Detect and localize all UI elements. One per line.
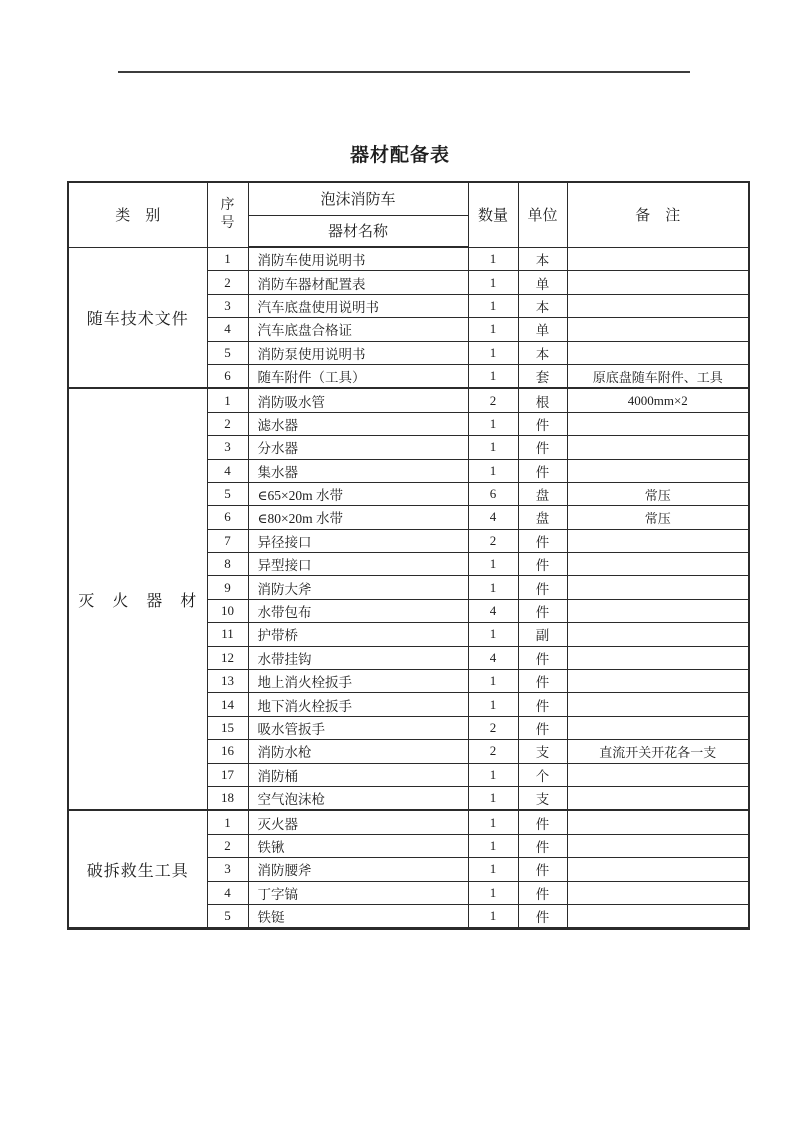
serial-cell: 4 <box>207 459 248 482</box>
equipment-name-cell: 铁铤 <box>248 904 468 928</box>
equipment-name-cell: 水带包布 <box>248 599 468 622</box>
remark-cell <box>567 834 749 857</box>
unit-cell: 盘 <box>518 482 567 505</box>
unit-cell: 件 <box>518 436 567 459</box>
equipment-name-cell: 消防车使用说明书 <box>248 247 468 271</box>
equipment-name-cell: 铁锹 <box>248 834 468 857</box>
unit-cell: 件 <box>518 459 567 482</box>
quantity-cell: 1 <box>468 364 518 388</box>
unit-cell: 件 <box>518 599 567 622</box>
remark-cell <box>567 599 749 622</box>
equipment-name-cell: 护带桥 <box>248 623 468 646</box>
header-remarks: 备 注 <box>567 182 749 247</box>
serial-cell: 1 <box>207 388 248 412</box>
equipment-name-cell: 消防桶 <box>248 763 468 786</box>
quantity-cell: 1 <box>468 294 518 317</box>
unit-cell: 件 <box>518 881 567 904</box>
equipment-name-cell: ∈80×20m 水带 <box>248 506 468 529</box>
quantity-cell: 4 <box>468 646 518 669</box>
header-row-top <box>68 182 749 215</box>
table-row <box>68 388 749 412</box>
quantity-cell: 1 <box>468 553 518 576</box>
unit-cell: 个 <box>518 763 567 786</box>
serial-cell: 2 <box>207 834 248 857</box>
remark-cell <box>567 670 749 693</box>
serial-cell: 9 <box>207 576 248 599</box>
remark-cell <box>567 904 749 928</box>
header-serial-top: 序 <box>220 198 235 214</box>
unit-cell: 套 <box>518 364 567 388</box>
unit-cell: 件 <box>518 904 567 928</box>
quantity-cell: 1 <box>468 412 518 435</box>
header-unit: 单位 <box>518 182 567 247</box>
equipment-name-cell: 随车附件（工具） <box>248 364 468 388</box>
quantity-cell: 1 <box>468 810 518 834</box>
equipment-name-cell: 灭火器 <box>248 810 468 834</box>
equipment-name-cell: 水带挂钩 <box>248 646 468 669</box>
quantity-cell: 1 <box>468 670 518 693</box>
remark-cell <box>567 646 749 669</box>
serial-cell: 13 <box>207 670 248 693</box>
serial-cell: 1 <box>207 810 248 834</box>
quantity-cell: 2 <box>468 388 518 412</box>
serial-cell: 17 <box>207 763 248 786</box>
unit-cell: 件 <box>518 810 567 834</box>
remark-cell <box>567 459 749 482</box>
unit-cell: 单 <box>518 318 567 341</box>
remark-cell: 常压 <box>567 506 749 529</box>
remark-cell <box>567 412 749 435</box>
equipment-name-cell: 汽车底盘使用说明书 <box>248 294 468 317</box>
equipment-name-cell: 异型接口 <box>248 553 468 576</box>
serial-cell: 3 <box>207 294 248 317</box>
remark-cell <box>567 763 749 786</box>
equipment-name-cell: 丁字镐 <box>248 881 468 904</box>
remark-cell <box>567 341 749 364</box>
serial-cell: 8 <box>207 553 248 576</box>
serial-cell: 5 <box>207 904 248 928</box>
serial-cell: 1 <box>207 247 248 271</box>
header-serial-bottom: 号 <box>220 215 235 231</box>
serial-cell: 18 <box>207 786 248 810</box>
serial-cell: 5 <box>207 482 248 505</box>
serial-cell: 4 <box>207 881 248 904</box>
quantity-cell: 1 <box>468 904 518 928</box>
quantity-cell: 2 <box>468 740 518 763</box>
equipment-name-cell: 汽车底盘合格证 <box>248 318 468 341</box>
serial-cell: 2 <box>207 271 248 294</box>
serial-cell: 2 <box>207 412 248 435</box>
equipment-name-cell: 消防水枪 <box>248 740 468 763</box>
serial-cell: 7 <box>207 529 248 552</box>
header-quantity: 数量 <box>468 182 518 247</box>
equipment-name-cell: 集水器 <box>248 459 468 482</box>
unit-cell: 件 <box>518 834 567 857</box>
header-equipment-name: 器材名称 <box>248 215 468 247</box>
serial-cell: 10 <box>207 599 248 622</box>
remark-cell: 常压 <box>567 482 749 505</box>
remark-cell <box>567 693 749 716</box>
quantity-cell: 1 <box>468 834 518 857</box>
serial-cell: 6 <box>207 506 248 529</box>
quantity-cell: 2 <box>468 529 518 552</box>
equipment-table-body <box>68 247 749 929</box>
remark-cell <box>567 810 749 834</box>
remark-cell <box>567 529 749 552</box>
remark-cell: 原底盘随车附件、工具 <box>567 364 749 388</box>
page-title: 器材配备表 <box>349 145 450 166</box>
remark-cell <box>567 247 749 271</box>
unit-cell: 支 <box>518 786 567 810</box>
equipment-name-cell: 异径接口 <box>248 529 468 552</box>
equipment-name-cell: 地下消火栓扳手 <box>248 693 468 716</box>
serial-cell: 14 <box>207 693 248 716</box>
remark-cell <box>567 786 749 810</box>
table-header <box>68 182 749 247</box>
unit-cell: 本 <box>518 341 567 364</box>
header-rule <box>118 71 690 73</box>
serial-cell: 12 <box>207 646 248 669</box>
unit-cell: 件 <box>518 553 567 576</box>
serial-cell: 5 <box>207 341 248 364</box>
remark-cell <box>567 318 749 341</box>
serial-cell: 11 <box>207 623 248 646</box>
remark-cell <box>567 623 749 646</box>
table-row <box>68 247 749 271</box>
header-vehicle-type: 泡沫消防车 <box>248 182 468 215</box>
equipment-name-cell: 消防大斧 <box>248 576 468 599</box>
quantity-cell: 1 <box>468 318 518 341</box>
unit-cell: 根 <box>518 388 567 412</box>
unit-cell: 单 <box>518 271 567 294</box>
table-row <box>68 810 749 834</box>
quantity-cell: 1 <box>468 247 518 271</box>
serial-cell: 3 <box>207 858 248 881</box>
remark-cell <box>567 436 749 459</box>
quantity-cell: 1 <box>468 858 518 881</box>
remark-cell <box>567 858 749 881</box>
unit-cell: 件 <box>518 646 567 669</box>
unit-cell: 件 <box>518 670 567 693</box>
equipment-name-cell: 消防车器材配置表 <box>248 271 468 294</box>
quantity-cell: 1 <box>468 623 518 646</box>
category-cell: 破拆救生工具 <box>68 810 207 928</box>
equipment-name-cell: 消防吸水管 <box>248 388 468 412</box>
unit-cell: 支 <box>518 740 567 763</box>
unit-cell: 件 <box>518 529 567 552</box>
remark-cell <box>567 271 749 294</box>
equipment-name-cell: 消防泵使用说明书 <box>248 341 468 364</box>
unit-cell: 件 <box>518 576 567 599</box>
equipment-name-cell: 分水器 <box>248 436 468 459</box>
quantity-cell: 2 <box>468 716 518 739</box>
unit-cell: 件 <box>518 693 567 716</box>
remark-cell <box>567 716 749 739</box>
serial-cell: 4 <box>207 318 248 341</box>
quantity-cell: 1 <box>468 576 518 599</box>
remark-cell <box>567 294 749 317</box>
quantity-cell: 1 <box>468 436 518 459</box>
equipment-name-cell: 地上消火栓扳手 <box>248 670 468 693</box>
equipment-table <box>67 181 750 930</box>
unit-cell: 盘 <box>518 506 567 529</box>
unit-cell: 本 <box>518 294 567 317</box>
equipment-name-cell: 吸水管扳手 <box>248 716 468 739</box>
quantity-cell: 4 <box>468 506 518 529</box>
serial-cell: 16 <box>207 740 248 763</box>
serial-cell: 15 <box>207 716 248 739</box>
category-cell: 灭 火 器 材 <box>68 388 207 810</box>
unit-cell: 件 <box>518 716 567 739</box>
unit-cell: 副 <box>518 623 567 646</box>
unit-cell: 本 <box>518 247 567 271</box>
remark-cell <box>567 553 749 576</box>
quantity-cell: 1 <box>468 763 518 786</box>
quantity-cell: 6 <box>468 482 518 505</box>
unit-cell: 件 <box>518 858 567 881</box>
quantity-cell: 1 <box>468 693 518 716</box>
quantity-cell: 1 <box>468 881 518 904</box>
header-category: 类 别 <box>68 182 207 247</box>
remark-cell <box>567 576 749 599</box>
quantity-cell: 1 <box>468 341 518 364</box>
equipment-name-cell: 空气泡沫枪 <box>248 786 468 810</box>
header-serial <box>207 182 248 247</box>
quantity-cell: 1 <box>468 459 518 482</box>
serial-cell: 6 <box>207 364 248 388</box>
quantity-cell: 1 <box>468 786 518 810</box>
equipment-name-cell: ∈65×20m 水带 <box>248 482 468 505</box>
remark-cell <box>567 881 749 904</box>
quantity-cell: 1 <box>468 271 518 294</box>
remark-cell: 直流开关开花各一支 <box>567 740 749 763</box>
quantity-cell: 4 <box>468 599 518 622</box>
category-cell: 随车技术文件 <box>68 247 207 388</box>
unit-cell: 件 <box>518 412 567 435</box>
equipment-name-cell: 滤水器 <box>248 412 468 435</box>
remark-cell: 4000mm×2 <box>567 388 749 412</box>
serial-cell: 3 <box>207 436 248 459</box>
equipment-name-cell: 消防腰斧 <box>248 858 468 881</box>
